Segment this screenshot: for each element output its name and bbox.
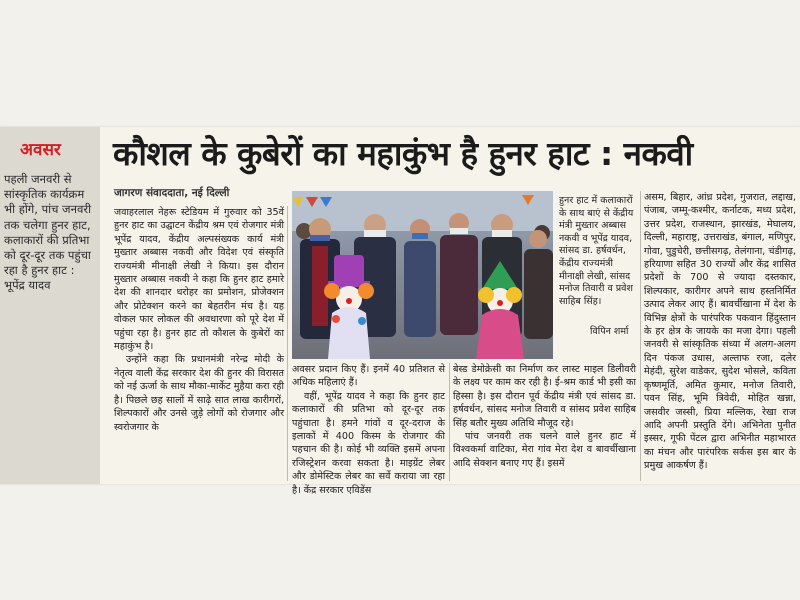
headline: कौशल के कुबेरों का महाकुंभ है हुनर हाट : नकवी [113,134,693,173]
column-divider [640,191,641,481]
paragraph: बेस्ड डेमोक्रेसी का निर्माण कर लास्ट माइल डिलीवरी के लक्ष्य पर काम कर रही है। ई-श्रम कार्ड भी इसी का हिस्सा है। इस दौरान पूर्व केंद्रीय मंत्री एवं सांसद डा. हर्षवर्धन, सांसद मनोज तिवारी व सांसद प्रवेश साहिब सिंह बतौर मुख्य अतिथि मौजूद रहे। [453,364,636,429]
sidebar-summary: पहली जनवरी से सांस्कृतिक कार्यक्रम भी होंगे, पांच जनवरी तक चलेगा हुनर हाट, कलाकारों की प्रतिभा को दूर-दूर तक पहुंचा रहा है हुनर हाट : भूपेंद्र यादव [4,172,92,293]
photo-caption: हुनर हाट में कलाकारों के साथ बाएं से केंद्रीय मंत्री मुख्तार अब्बास नकवी व भूपेंद्र यादव, सांसद डा. हर्षवर्धन, केंद्रीय राज्यमंत्री मीनाक्षी लेखी, सांसद मनोज तिवारी व प्रवेश साहिब सिंह। [559,195,634,307]
sidebar-box [0,127,100,484]
paragraph: उन्होंने कहा कि प्रधानमंत्री नरेन्द्र मोदी के नेतृत्व वाली केंद्र सरकार देश की हुनर की विरासत को नई ऊर्जा के साथ मौका-मार्केट मुहैया करा रही है। पिछले छह सालों में साढ़े सात लाख कारीगरों, शिल्पकारों और उनसे जुड़े लोगों को रोजगार और स्वरोजगार के [114,354,285,433]
paragraph: जवाहरलाल नेहरू स्टेडियम में गुरुवार को 35वें हुनर हाट का उद्घाटन केंद्रीय श्रम एवं रोजगार मंत्री भूपेंद्र यादव, केंद्रीय अल्पसंख्यक कार्य मंत्री मुख्तार अब्बास नकवी और विदेश एवं संस्कृति राज्यमंत्री मीनाक्षी लेखी ने किया। इस दौरान मुख्तार अब्बास नकवी ने कहा कि हुनर हाट हमारे देश की शानदार धरोहर का प्रमोशन, प्रोजेक्शन और प्रोटेक्शन करने का बेहतरीन मंच है। यह वोकल फार लोकल की अवधारणा को पूरे देश में पहुंचा रहा है। हुनर हाट तो कौशल के कुबेरों का महाकुंभ है। [114,207,284,353]
paragraph: अवसर प्रदान किए हैं। इनमें 40 प्रतिशत से अधिक महिलाएं हैं। [292,364,445,389]
photo-credit: विपिन शर्मा [590,326,629,337]
column-divider [449,363,450,481]
newspaper-clipping [0,127,800,496]
article-column-1 [114,206,284,481]
article-column-4 [644,191,796,481]
section-tag: अवसर [20,140,61,160]
news-photo [292,191,553,359]
event-photo-image [292,191,553,359]
paragraph: वहीं, भूपेंद्र यादव ने कहा कि हुनर हाट कलाकारों की प्रतिभा को दूर-दूर तक पहुंचाता है। हमने गांवों व दूर-दराज के इलाकों में 400 किस्म के रोजगार की पहचान की है। कोई भी व्यक्ति इसमें अपना रजिस्ट्रेशन करवा सकता है। माइग्रेंट लेबर और डोमेस्टिक लेबर का सर्वे कराया जा रहा है। केंद्र सरकार एविडेंस [292,390,445,496]
paragraph: असम, बिहार, आंध्र प्रदेश, गुजरात, लद्दाख, पंजाब, जम्मू-कश्मीर, कर्नाटक, मध्य प्रदेश, उत्तर प्रदेश, राजस्थान, झारखंड, मेघालय, दिल्ली, महाराष्ट्र, उत्तराखंड, बंगाल, मणिपुर, गोवा, पुडुचेरी, छत्तीसगढ़, तेलंगाना, चंडीगढ़, हरियाणा सहित 30 राज्यों और केंद्र शासित प्रदेशों के 700 से ज्यादा दस्तकार, शिल्पकार, कारीगर अपने साथ हस्तनिर्मित उत्पाद लेकर आए हैं। बावर्चीखाना में देश के विभिन्न क्षेत्रों के पारंपरिक पकवान हिंदुस्तान के हर क्षेत्र के जायके का मजा देगा। पहली जनवरी से सांस्कृतिक संध्या में अलग-अलग दिन पंकज उधास, अल्ताफ रजा, दलेर मेहंदी, सुरेश वाडेकर, सुदेश भोसले, कविता कृष्णमूर्ति, अमित कुमार, मनोज तिवारी, पवन सिंह, भूमि त्रिवेदी, मोहित खन्ना, जसवीर जस्सी, प्रिया मल्लिक, रेखा राज आदि अपनी प्रस्तुति देंगे। अभिनेता पुनीत इस्सर, गूफी पेंटल द्वारा अभिनीत महाभारत का मंचन और पारंपरिक सर्कस इस बार के प्रमुख आकर्षण हैं। [644,192,796,472]
column-divider [287,206,288,481]
byline: जागरण संवाददाता, नई दिल्ली [114,187,230,199]
article-column-2 [292,363,445,496]
article-column-3 [453,363,636,481]
paragraph: पांच जनवरी तक चलने वाले हुनर हाट में विश्वकर्मा वाटिका, मेरा गांव मेरा देश व बावर्चीखाना आदि सेक्शन बनाए गए हैं। इसमें [453,431,636,469]
